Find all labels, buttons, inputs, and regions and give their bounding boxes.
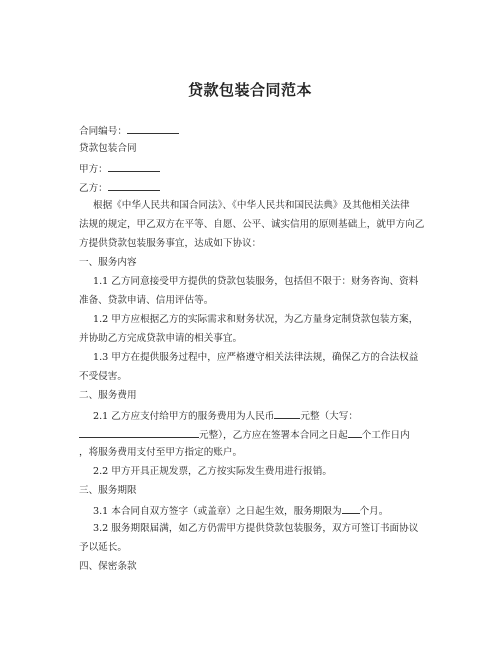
intro-line-1: 根据《中华人民共和国合同法》、《中华人民共和国民法典》及其他相关法律 bbox=[93, 200, 410, 211]
contract-number-line bbox=[79, 124, 179, 138]
clause-1-3-line-2: 不受侵害。 bbox=[79, 371, 127, 382]
section-1-heading: 一、服务内容 bbox=[79, 257, 137, 268]
clause-2-1-text-b: 元整（大写： bbox=[300, 411, 358, 422]
party-b-label: 乙方： bbox=[79, 183, 108, 194]
clause-1-1-line-2: 准备、贷款申请、信用评估等。 bbox=[79, 295, 214, 306]
section-2-heading: 二、服务费用 bbox=[79, 390, 137, 401]
section-3-heading: 三、服务期限 bbox=[79, 485, 137, 496]
fee-amount-words-blank[interactable] bbox=[79, 428, 199, 438]
party-a-line bbox=[79, 162, 160, 176]
party-b-line bbox=[79, 181, 160, 195]
clause-3-1 bbox=[93, 504, 388, 518]
clause-2-1-text-a: 2.1 乙方应支付给甲方的服务费用为人民币 bbox=[93, 411, 275, 422]
clause-3-1-text-b: 个月。 bbox=[359, 506, 389, 517]
contract-number-blank[interactable] bbox=[127, 124, 179, 134]
clause-1-1-line-1: 1.1 乙方同意接受甲方提供的贷款包装服务，包括但不限于：财务咨询、资料 bbox=[93, 276, 419, 287]
document-title: 贷款包装合同范本 bbox=[187, 81, 312, 99]
payment-days-blank[interactable] bbox=[348, 428, 362, 438]
clause-2-1-line-1 bbox=[93, 409, 358, 423]
clause-3-1-text-a: 3.1 本合同自双方签字（或盖章）之日起生效，服务期限为 bbox=[93, 506, 342, 517]
contract-number-label: 合同编号： bbox=[79, 126, 127, 137]
party-a-blank[interactable] bbox=[108, 162, 160, 172]
clause-1-3-line-1: 1.3 甲方在提供服务过程中，应严格遵守相关法律法规，确保乙方的合法权益 bbox=[93, 352, 419, 363]
service-months-blank[interactable] bbox=[342, 504, 360, 514]
section-4-heading: 四、保密条款 bbox=[79, 561, 137, 572]
clause-3-2-line-2: 予以延长。 bbox=[79, 542, 127, 553]
clause-2-1-line-2 bbox=[79, 428, 410, 442]
party-a-label: 甲方： bbox=[79, 164, 108, 175]
party-b-blank[interactable] bbox=[108, 181, 160, 191]
contract-name: 贷款包装合同 bbox=[79, 143, 137, 154]
intro-line-2: 法规的规定，甲乙双方在平等、自愿、公平、诚实信用的原则基础上，就甲方向乙 bbox=[79, 219, 425, 230]
intro-line-3: 方提供贷款包装服务事宜，达成如下协议： bbox=[79, 238, 262, 249]
fee-amount-blank[interactable] bbox=[274, 409, 300, 419]
clause-2-2: 2.2 甲方开具正规发票，乙方按实际发生费用进行报销。 bbox=[93, 466, 332, 477]
clause-1-2-line-1: 1.2 甲方应根据乙方的实际需求和财务状况，为乙方量身定制贷款包装方案， bbox=[93, 314, 419, 325]
clause-1-2-line-2: 并协助乙方完成贷款申请的相关事宜。 bbox=[79, 333, 243, 344]
clause-3-2-line-1: 3.2 服务期限届满，如乙方仍需甲方提供贷款包装服务，双方可签订书面协议 bbox=[93, 523, 419, 534]
clause-2-1-text-d: 个工作日内 bbox=[361, 430, 410, 441]
clause-2-1-line-3: ，将服务费用支付至甲方指定的账户。 bbox=[79, 447, 243, 458]
clause-2-1-text-c: 元整），乙方应在签署本合同之日起 bbox=[199, 430, 348, 441]
